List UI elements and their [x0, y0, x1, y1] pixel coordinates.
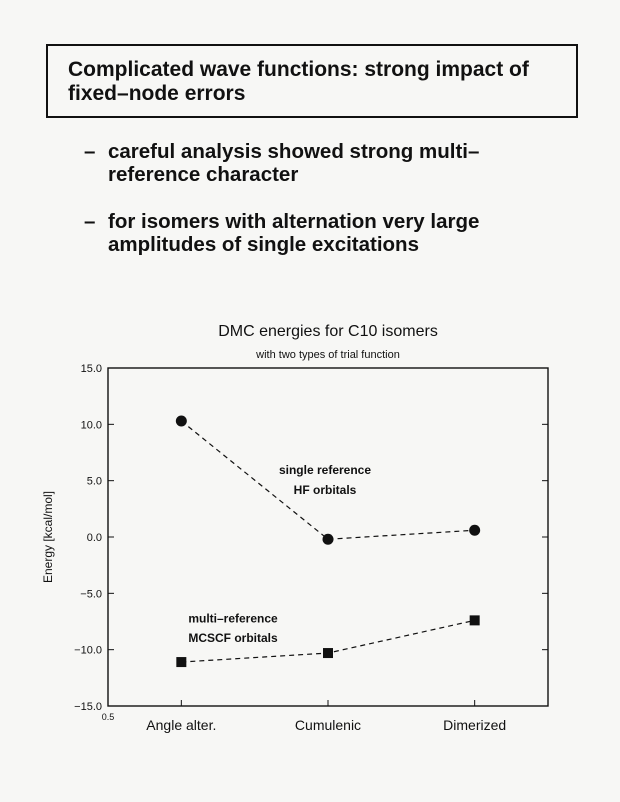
series-2-point — [470, 615, 480, 625]
bullet-item-1 — [84, 140, 564, 186]
series-2-annotation: multi–reference — [188, 611, 278, 626]
x-tick-label: Cumulenic — [294, 717, 362, 733]
bullet-item-2 — [84, 210, 564, 256]
series-1-annotation: HF orbitals — [293, 483, 357, 498]
series-1-annotation: single reference — [278, 462, 372, 477]
x-tick-label: Angle alter. — [146, 717, 217, 733]
series-2-point — [323, 648, 333, 658]
series-1-point — [176, 415, 187, 426]
x-origin-label: 0.5 — [101, 712, 115, 722]
series-2-annotation: MCSCF orbitals — [188, 630, 278, 645]
y-tick-label: 5.0 — [86, 475, 102, 488]
bullet-dash-1: – — [84, 140, 96, 163]
x-tick-label: Dimerized — [443, 717, 507, 733]
y-tick-label: −15.0 — [74, 701, 102, 713]
y-tick-label: 10.0 — [80, 419, 102, 432]
bullet-text-1: careful analysis showed strong multi– reference character — [108, 140, 480, 186]
bullet-text-2: for isomers with alternation very large amplitudes of single excitations — [108, 210, 480, 256]
y-axis-label: Energy [kcal/mol] — [41, 490, 55, 584]
series-line-1 — [181, 421, 474, 539]
series-1-point — [323, 534, 334, 545]
y-tick-label: −5.0 — [80, 588, 102, 601]
chart-title: DMC energies for C10 isomers — [218, 323, 438, 340]
y-tick-label: −10.0 — [74, 644, 102, 657]
slide-heading: Complicated wave functions: strong impact of fixed–node errors — [68, 58, 529, 105]
dmc-energy-chart — [0, 300, 620, 780]
bullet-dash-2: – — [84, 210, 96, 233]
y-tick-label: 0.0 — [86, 532, 102, 544]
y-tick-label: 15.0 — [80, 363, 102, 375]
chart-subtitle: with two types of trial function — [256, 349, 400, 361]
title-box — [46, 44, 578, 118]
series-2-point — [176, 657, 186, 667]
series-1-point — [469, 525, 480, 536]
